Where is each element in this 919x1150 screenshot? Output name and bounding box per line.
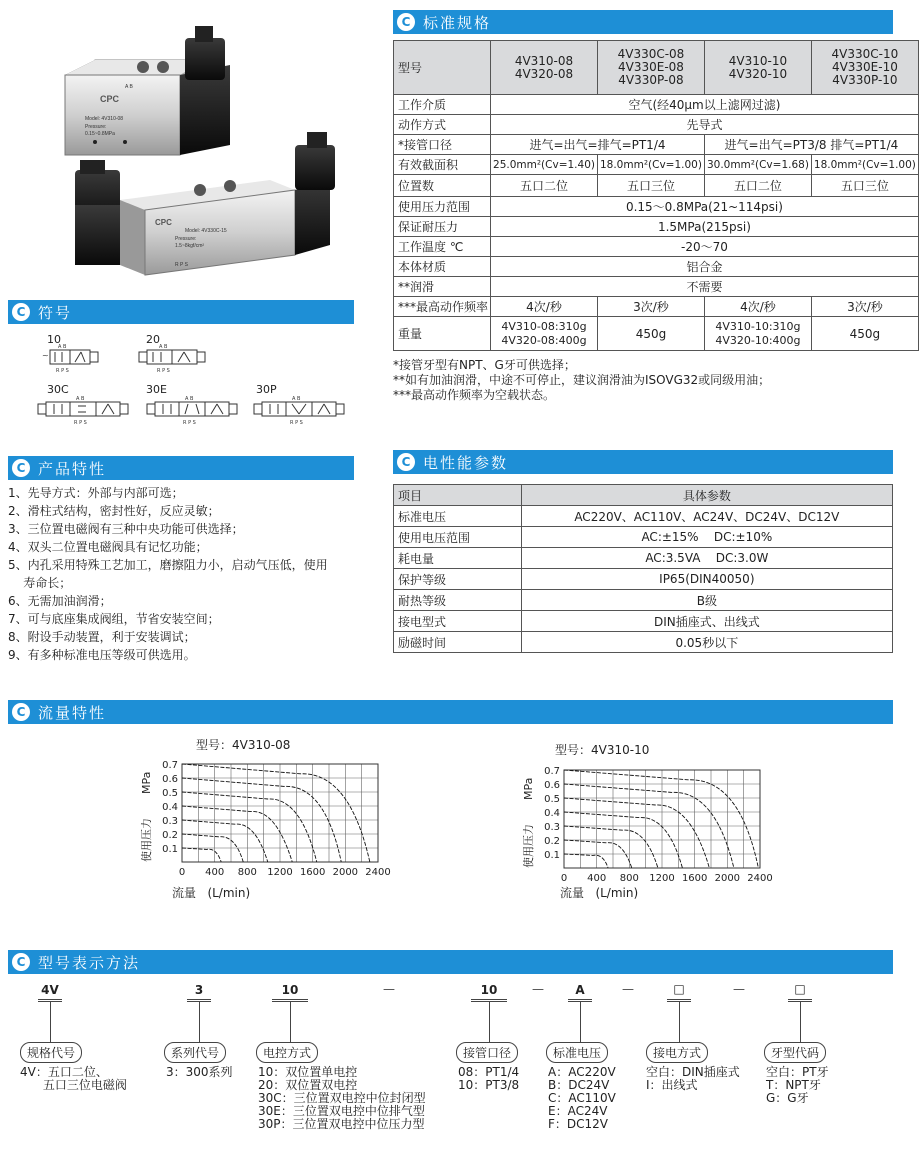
valve-symbol-30c [36, 392, 130, 426]
symbol-label-20: 20 [146, 333, 160, 346]
y-tick-label: 0.7 [544, 766, 560, 777]
section-c-icon: C [12, 703, 30, 721]
section-electrical [393, 450, 893, 474]
table-row: 使用压力范围 0.15～0.8MPa(21~114psi) [394, 197, 919, 217]
list-item: 1、先导方式：外部与内部可选； [8, 486, 184, 500]
section-symbols [8, 300, 354, 324]
table-row: 耐热等级 B级 [394, 590, 893, 611]
table-row: 有效截面积 25.0mm²(Cv=1.40) 18.0mm²(Cv=1.00) 30.0mm²(Cv=1.68) 18.0mm²(Cv=1.00) [394, 155, 919, 175]
y-tick-label: 0.6 [162, 774, 178, 785]
svg-text:A B: A B [76, 396, 85, 402]
table-row: 使用电压范围 AC:±15% DC:±10% [394, 527, 893, 548]
svg-text:R P S: R P S [56, 368, 69, 374]
x-tick-label: 0 [560, 873, 568, 884]
list-item: 5、内孔采用特殊工艺加工，磨擦阻力小，启动气压低，使用 [8, 558, 328, 572]
label-port: 接管口径 [456, 1042, 518, 1063]
list-item: 6、无需加油润滑； [8, 594, 112, 608]
code-a: A [575, 983, 585, 997]
y-tick-label: 0.5 [544, 794, 560, 805]
desc-thread: 空白：PT牙 T：NPT牙 G：G牙 [766, 1065, 829, 1105]
dash-2: — [532, 982, 544, 996]
x-tick-label: 1600 [299, 867, 326, 878]
dash-4: — [733, 982, 745, 996]
svg-text:Model: 4V330C-15: Model: 4V330C-15 [185, 228, 227, 234]
code-thread-box: □ [794, 982, 806, 996]
list-item: 寿命长； [8, 576, 72, 590]
flow-chart-4v310-08 [138, 752, 398, 902]
symbol-label-30c: 30C [47, 383, 69, 396]
x-tick-label: 1600 [681, 873, 708, 884]
section-c-icon: C [397, 13, 415, 31]
svg-text:A B: A B [58, 344, 67, 350]
list-item: 3、三位置电磁阀有三种中央功能可供选择； [8, 522, 244, 536]
valve-single-solenoid [65, 26, 230, 155]
section-title: 电性能参数 [423, 453, 509, 472]
table-row: 耗电量 AC:3.5VA DC:3.0W [394, 548, 893, 569]
y-axis-label: 使用压力 [140, 818, 153, 862]
section-flow [8, 700, 893, 724]
y-tick-label: 0.1 [162, 844, 178, 855]
flow-chart-4v310-10 [520, 758, 780, 908]
y-axis-unit: MPa [140, 771, 153, 794]
y-tick-label: 0.1 [544, 850, 560, 861]
table-row: 型号 4V310-08 4V320-08 4V330C-08 4V330E-08 4V330P-08 4V310-10 4V320-10 4V330C-10 4V330E-10 4V330P-10 [394, 41, 919, 95]
svg-text:Model: 4V310-08: Model: 4V310-08 [85, 116, 124, 122]
y-tick-label: 0.7 [162, 760, 178, 771]
series-line-0.3 [182, 820, 268, 862]
section-title: 产品特性 [38, 459, 107, 478]
list-item: 9、有多种标准电压等级可供选用。 [8, 648, 196, 662]
label-control: 电控方式 [256, 1042, 318, 1063]
table-row: *接管口径 进气=出气=排气=PT1/4 进气=出气=PT3/8 排气=PT1/4 [394, 135, 919, 155]
code-conn-box: □ [673, 982, 685, 996]
y-tick-label: 0.2 [162, 830, 178, 841]
x-tick-label: 2400 [747, 873, 773, 884]
symbol-label-10: 10 [47, 333, 61, 346]
valve-symbol-30e [145, 392, 239, 426]
table-row: ***最高动作频率 4次/秒 3次/秒 4次/秒 3次/秒 [394, 297, 919, 317]
svg-text:Pressure:: Pressure: [85, 124, 107, 130]
dash-1: — [383, 982, 395, 996]
section-title: 流量特性 [38, 703, 107, 722]
table-row: 重量 4V310-08:310g 4V320-08:400g 450g 4V310-10:310g 4V320-10:400g 450g [394, 317, 919, 351]
desc-conn: 空白：DIN插座式 I：出线式 [646, 1065, 740, 1092]
svg-text:~: ~ [42, 351, 49, 360]
table-row: 工作温度 ℃ -20～70 [394, 237, 919, 257]
list-item: 8、附设手动装置，利于安装调试； [8, 630, 196, 644]
x-tick-label: 1200 [649, 873, 675, 884]
table-row: 位置数 五口二位 五口三位 五口二位 五口三位 [394, 175, 919, 197]
dash-3: — [622, 982, 634, 996]
x-tick-label: 2400 [365, 867, 391, 878]
chart1-xlabel: 流量 (L/min) [172, 886, 251, 900]
list-item: 7、可与底座集成阀组，节省安装空间； [8, 612, 220, 626]
y-tick-label: 0.6 [544, 780, 560, 791]
x-tick-label: 2000 [714, 873, 741, 884]
y-tick-label: 0.4 [544, 808, 560, 819]
series-line-0.7 [564, 770, 758, 868]
table-row: 项目 具体参数 [394, 485, 893, 506]
svg-text:R P S: R P S [175, 262, 188, 268]
x-tick-label: 0 [178, 867, 186, 878]
section-title: 符号 [38, 303, 73, 322]
svg-text:Pressure:: Pressure: [175, 236, 197, 242]
table-row: **润滑 不需要 [394, 277, 919, 297]
section-c-icon: C [12, 953, 30, 971]
valve-symbol-30p [252, 392, 346, 426]
desc-control: 10：双位置单电控 20：双位置双电控 30C：三位置双电控中位封闭型 30E：三位置双电控中位排气型 30P：三位置双电控中位压力型 [258, 1065, 426, 1131]
valve-symbol-10 [38, 342, 100, 374]
code-3: 3 [194, 983, 204, 997]
label-thread: 牙型代码 [764, 1042, 826, 1063]
list-item: 4、双头二位置电磁阀具有记忆功能； [8, 540, 208, 554]
code-10-port: 10 [480, 983, 498, 997]
desc-port: 08：PT1/4 10：PT3/8 [458, 1065, 520, 1092]
brand-logo-top: CPC [100, 94, 120, 104]
label-voltage: 标准电压 [546, 1042, 608, 1063]
electrical-table [393, 484, 893, 653]
product-photo [55, 20, 375, 285]
symbol-label-30p: 30P [256, 383, 277, 396]
label-conn: 接电方式 [646, 1042, 708, 1063]
y-tick-label: 0.3 [162, 816, 178, 827]
table-row: 保证耐压力 1.5MPa(215psi) [394, 217, 919, 237]
valve-symbol-20 [137, 342, 209, 374]
label-series: 系列代号 [164, 1042, 226, 1063]
section-title: 型号表示方法 [38, 953, 141, 972]
label-spec: 规格代号 [20, 1042, 82, 1063]
code-4v: 4V [41, 983, 59, 997]
series-line-0.1 [182, 848, 221, 862]
desc-spec: 4V：五口二位、 五口三位电磁阀 [20, 1065, 127, 1092]
table-row: 工作介质 空气(经40μm以上滤网过滤) [394, 95, 919, 115]
y-axis-label: 使用压力 [522, 824, 535, 868]
svg-text:A B: A B [159, 344, 168, 350]
section-standard-spec [393, 10, 893, 34]
section-c-icon: C [12, 459, 30, 477]
x-tick-label: 400 [205, 867, 225, 878]
svg-text:A B: A B [185, 396, 194, 402]
desc-voltage: A：AC220V B：DC24V C：AC110V E：AC24V F：DC12V [548, 1065, 616, 1131]
table-row: 本体材质 铝合金 [394, 257, 919, 277]
brand-logo-bottom: CPC [155, 218, 172, 227]
x-tick-label: 400 [587, 873, 607, 884]
series-line-0.7 [182, 764, 370, 862]
table-row: 保护等级 IP65(DIN40050) [394, 569, 893, 590]
table-row: 标准电压 AC220V、AC110V、AC24V、DC24V、DC12V [394, 506, 893, 527]
svg-text:A B: A B [125, 84, 133, 90]
svg-text:R P S: R P S [74, 420, 87, 426]
section-c-icon: C [397, 453, 415, 471]
svg-text:R P S: R P S [157, 368, 170, 374]
code-10-control: 10 [281, 983, 299, 997]
y-tick-label: 0.5 [162, 788, 178, 799]
svg-text:0.15~0.8MPa: 0.15~0.8MPa [85, 131, 115, 137]
series-line-0.3 [564, 826, 658, 868]
table-row: 励磁时间 0.05秒以下 [394, 632, 893, 653]
symbol-label-30e: 30E [146, 383, 167, 396]
section-features [8, 456, 354, 480]
y-tick-label: 0.3 [544, 822, 560, 833]
svg-text:R P S: R P S [290, 420, 303, 426]
desc-series: 3：300系列 [166, 1065, 233, 1079]
x-tick-label: 1200 [267, 867, 293, 878]
svg-text:R P S: R P S [183, 420, 196, 426]
chart-title-1: 型号：4V310-08 [196, 738, 291, 752]
spec-notes: *接管牙型有NPT、G牙可供选择； **如有加油润滑，中途不可停止，建议润滑油为ISOVG32或同级用油； ***最高动作频率为空载状态。 [393, 358, 771, 402]
series-line-0.1 [564, 854, 608, 868]
section-title: 标准规格 [423, 13, 492, 32]
section-model-notation [8, 950, 893, 974]
feature-list [8, 484, 328, 664]
chart-title-2: 型号：4V310-10 [555, 743, 650, 757]
x-tick-label: 800 [237, 867, 257, 878]
list-item: 2、滑柱式结构，密封性好，反应灵敏； [8, 504, 220, 518]
x-tick-label: 800 [619, 873, 639, 884]
x-tick-label: 2000 [332, 867, 359, 878]
spec-table [393, 40, 919, 351]
table-row: 接电型式 DIN插座式、出线式 [394, 611, 893, 632]
section-c-icon: C [12, 303, 30, 321]
chart2-xlabel: 流量 (L/min) [560, 886, 639, 900]
y-tick-label: 0.4 [162, 802, 178, 813]
y-axis-unit: MPa [522, 777, 535, 800]
table-row: 动作方式 先导式 [394, 115, 919, 135]
y-tick-label: 0.2 [544, 836, 560, 847]
svg-text:A B: A B [292, 396, 301, 402]
svg-text:1.5~8kgf/cm²: 1.5~8kgf/cm² [175, 243, 205, 249]
